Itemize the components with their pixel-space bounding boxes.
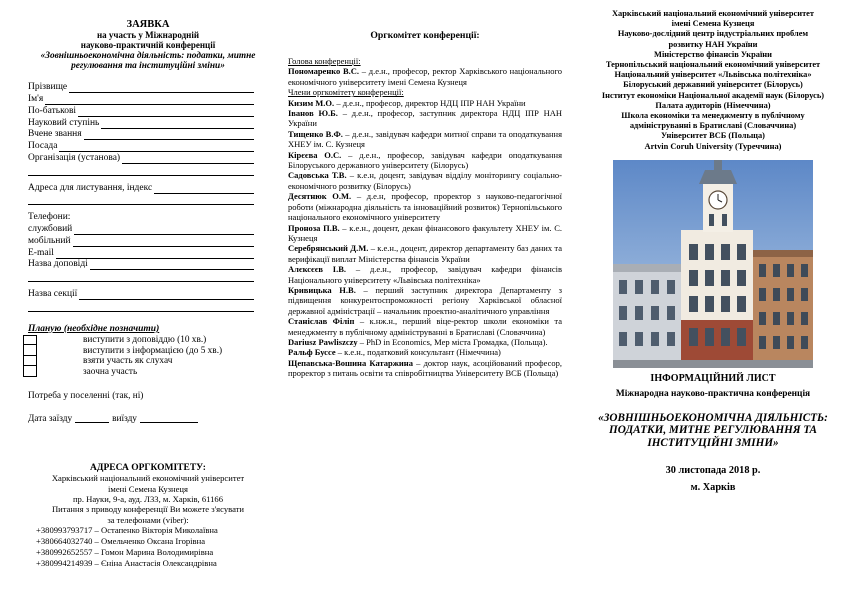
member-name: Серебрянський Д.М.: [288, 243, 369, 254]
organizer-line: Тернопільський національний економічний університет: [605, 60, 821, 70]
university-building-photo: [613, 160, 813, 368]
conference-date: 30 листопада 2018 р.: [665, 464, 761, 476]
member-desc: – к.е.н, доцент, завідувач відділу моніторингу соціально-економічного розвитку (Білорусь): [288, 170, 562, 191]
conference-city: м. Харків: [690, 481, 736, 493]
member-name: Dariusz Pawliszczy: [288, 336, 358, 347]
plan-option: [20, 366, 276, 377]
form-field-line[interactable]: [101, 120, 254, 129]
application-title: ЗАЯВКА: [126, 19, 170, 30]
form-field-label: Вчене звання: [28, 129, 82, 140]
form-field-line[interactable]: [79, 291, 254, 300]
member-desc: – доктор наук, асоційований професор, проректор з питань освіти та співробітництва Університету ВСБ (Польща): [288, 357, 562, 379]
committee-member: [288, 347, 562, 357]
form-field-label: Науковий ступінь: [28, 117, 100, 128]
phone-contact: +380664032740 – Омельченко Оксана Ігорівна: [36, 536, 206, 547]
member-desc: – д.е.н., професор, ректор Харківського національного економічного університету імені Семена Кузнеця: [288, 66, 562, 87]
organizer-line: імені Семена Кузнеця: [671, 19, 755, 29]
form-field-row: [20, 247, 276, 259]
application-conference-name-1: «Зовнішньоекономічна діяльність: податки, митне: [40, 50, 256, 61]
organizer-line: Університет ВСБ (Польща): [661, 131, 765, 141]
form-field-row: [20, 259, 276, 271]
member-name: Проноза П.В.: [288, 222, 340, 233]
member-name: Алєксєєв І.В.: [288, 264, 347, 275]
form-field-row: [20, 223, 276, 235]
organizer-line: Інститут економіки Національної академії наук (Білорусь): [601, 90, 825, 100]
committee-members: [288, 98, 562, 379]
form-field-line[interactable]: [28, 167, 254, 176]
form-field-line[interactable]: [28, 303, 254, 312]
address-line: пр. Науки, 9-а, ауд. Л33, м. Харків, 61166: [72, 494, 224, 505]
application-form-panel: [20, 0, 276, 601]
committee-member: [288, 358, 562, 379]
form-field-label: Телефони:: [28, 212, 71, 223]
organizer-line: Білоруський державний університет (Білорусь): [623, 80, 803, 90]
address-line: Харківський національний економічний університет: [51, 473, 245, 484]
plan-option-label: взяти участь як слухач: [83, 356, 173, 366]
form-field-row: [20, 235, 276, 247]
organizer-line: Палата аудиторів (Німеччина): [655, 100, 771, 110]
arrival-line[interactable]: [75, 414, 109, 423]
committee-member: [288, 108, 562, 129]
plan-checkbox[interactable]: [23, 335, 37, 346]
committee-member: [288, 243, 562, 264]
member-name: Кривицька Н.В.: [288, 284, 356, 295]
form-field-line[interactable]: [59, 143, 254, 152]
form-field-line[interactable]: [45, 96, 254, 105]
committee-member: [288, 337, 562, 347]
application-subtitle-1: на участь у Міжнародній: [96, 30, 200, 40]
accommodation-label: Потреба у поселенні (так, ні): [28, 390, 144, 401]
organizer-line: Міністерство фінансів України: [654, 49, 772, 59]
address-line: імені Семена Кузнеця: [108, 483, 188, 494]
committee-title: Оргкомітет конференції:: [370, 30, 480, 41]
committee-panel: [288, 0, 562, 601]
phone-list: [20, 525, 276, 569]
plan-option: [20, 345, 276, 356]
member-desc: – д.е.н, професор, проректор з науково-педагогічної роботи (міжнародна діяльність та інноваційний розвиток) Тернопільського національного економічного університету: [288, 191, 562, 223]
address-title: АДРЕСА ОРГКОМІТЕТУ:: [90, 462, 206, 473]
organizer-line: адмініструванні в Братиславі (Словаччина): [629, 121, 797, 131]
form-field-row: [20, 182, 276, 194]
form-field-line[interactable]: [84, 131, 254, 140]
member-desc: – д.е.н., професор, директор НДЦ ІПР НАН України: [334, 97, 526, 108]
form-field-row: [20, 194, 276, 206]
form-field-line[interactable]: [28, 273, 254, 282]
application-conference-name-2: регулювання та інституційні зміни»: [71, 61, 225, 72]
cover-panel: [578, 0, 848, 601]
info-letter-subtitle: Міжнародна науково-практична конференція: [615, 388, 811, 399]
member-name: Кірєєва О.С.: [288, 149, 342, 160]
form-field-label: Посада: [28, 141, 58, 152]
form-field-label: Назва секції: [28, 288, 78, 299]
form-field-row: [20, 105, 276, 117]
form-field-label: службовий: [28, 223, 73, 234]
form-field-row: [20, 211, 276, 223]
committee-body: [288, 56, 562, 379]
form-field-line[interactable]: [69, 84, 254, 93]
organizer-line: Школа економіки та менеджменту в публічному: [621, 111, 805, 121]
form-field-line[interactable]: [56, 250, 254, 259]
application-fields: [20, 81, 276, 311]
organizers-list: [578, 0, 848, 152]
form-field-row: [20, 288, 276, 300]
committee-member: [288, 98, 562, 108]
member-desc: – д.е.н., професор, заступник директора НДЦ ІПР НАН України: [288, 108, 562, 129]
committee-member: [288, 170, 562, 191]
committee-member: [288, 285, 562, 316]
plan-checkbox[interactable]: [23, 356, 37, 367]
form-field-row: [20, 300, 276, 312]
committee-members-label: Члени оргкомітету конференції:: [288, 87, 404, 98]
committee-member: [288, 223, 562, 244]
plan-checkbox[interactable]: [23, 345, 37, 356]
form-field-line[interactable]: [78, 108, 254, 117]
plan-option-label: заочна участь: [83, 366, 138, 377]
form-field-line[interactable]: [74, 226, 254, 235]
organizer-line: Національний університет «Львівська політехніка»: [614, 70, 812, 80]
form-field-line[interactable]: [73, 238, 254, 247]
form-field-line[interactable]: [122, 155, 254, 164]
member-desc: – перший заступник директора Департаменту з підвищення конкурентоспроможності регіону Харківської обласної державної адміністрації – начальник проектно-аналітичного управління: [288, 284, 562, 316]
plan-option-label: виступити з інформацією (до 5 хв.): [83, 345, 223, 356]
committee-member: [288, 150, 562, 171]
form-field-label: Ім'я: [28, 94, 44, 104]
committee-member: [288, 191, 562, 222]
member-name: Іванов Ю.Б.: [288, 108, 338, 119]
form-field-row: [20, 152, 276, 164]
info-letter-title: ІНФОРМАЦІЙНИЙ ЛИСТ: [650, 372, 776, 384]
committee-head: [288, 66, 562, 87]
member-desc: – к.е.н., доцент, директор департаменту баз даних та верифікації виплат Міністерства фінансів України: [288, 243, 562, 264]
arrival-label: Дата заїзду: [28, 413, 73, 424]
form-field-label: Адреса для листування, індекс: [28, 182, 153, 193]
plan-option: [20, 335, 276, 346]
phone-contact: +380992652557 – Гомон Марина Володимирівна: [36, 547, 214, 558]
dates-row: [20, 414, 276, 425]
form-field-row: [20, 129, 276, 141]
plan-title: Планую (необхідне позначити): [28, 323, 160, 334]
form-field-row: [20, 164, 276, 176]
form-field-line[interactable]: [90, 261, 254, 270]
member-desc: – PhD in Economics, Мер міста Громадка, (Польща).: [357, 336, 548, 347]
address-line: за телефонами (viber):: [107, 514, 189, 525]
plan-option: [20, 356, 276, 367]
form-field-label: По-батькові: [28, 105, 77, 116]
form-field-row: [20, 93, 276, 105]
address-lines: [20, 473, 276, 525]
organizer-line: розвитку НАН України: [668, 39, 758, 49]
form-field-line[interactable]: [28, 196, 254, 205]
form-field-label: мобільний: [28, 235, 71, 246]
phone-contact: +380994214939 – Єніна Анастасія Олександрівна: [36, 558, 217, 568]
address-line: Питання з приводу конференції Ви можете з'ясувати: [51, 504, 245, 515]
form-field-label: Назва доповіді: [28, 259, 88, 270]
form-field-label: E-mail: [28, 247, 54, 258]
plan-options: [20, 335, 276, 377]
form-field-line[interactable]: [154, 185, 254, 194]
departure-label: виїзду: [112, 413, 137, 424]
organizer-line: Науково-дослідний центр індустріальних проблем: [617, 29, 809, 39]
organizer-line: Харківський національний економічний університет: [611, 9, 815, 18]
member-name: Кизим М.О.: [288, 97, 335, 108]
conference-title: «ЗОВНІШНЬОЕКОНОМІЧНА ДІЯЛЬНІСТЬ: ПОДАТКИ, МИТНЕ РЕГУЛЮВАННЯ ТА ІНСТИТУЦІЙНІ ЗМІНИ»: [598, 411, 828, 450]
member-desc: – д.е.н., професор, завідувач кафедри оподаткування Білоруського державного університету (Білорусь): [288, 149, 562, 171]
plan-checkbox[interactable]: [23, 366, 37, 377]
form-field-label: Організація (установа): [28, 152, 121, 163]
member-desc: – к.е.н., доцент, декан фінансового факультету ХНЕУ ім. С. Кузнеця: [288, 222, 562, 243]
departure-line[interactable]: [140, 414, 198, 423]
form-field-row: [20, 81, 276, 93]
member-name: Тищенко В.Ф.: [288, 128, 343, 139]
committee-member: [288, 264, 562, 285]
member-desc: – д.е.н., професор, завідувач кафедри фінансів Національного університету «Львівська політехніка»: [288, 264, 562, 285]
organizer-line: Artvin Coruh University (Туреччина): [644, 141, 782, 151]
form-field-row: [20, 117, 276, 129]
form-field-row: [20, 140, 276, 152]
committee-member: [288, 316, 562, 337]
member-name: Пономаренко В.С.: [288, 66, 360, 77]
member-name: Ральф Буссе: [288, 347, 336, 358]
plan-option-label: виступити з доповіддю (10 хв.): [83, 335, 207, 345]
member-desc: – к.е.н., податковий консультант (Німеччина): [335, 347, 501, 358]
member-desc: – д.е.н., завідувач кафедри митної справи та оподаткування ХНЕУ ім. С. Кузнеця: [288, 128, 562, 150]
member-name: Садовська Т.В.: [288, 170, 347, 181]
phone-contact: +380993793717 – Остапенко Вікторія Миколаївна: [36, 525, 218, 536]
member-desc: – к.нж.н., перший віце-ректор школи економіки та менеджменту в публічному адмініструванні в Братиславі (Словаччина): [288, 316, 562, 337]
member-name: Щепавська-Вошина Катаржина: [288, 357, 413, 368]
member-name: Десятнюк О.М.: [288, 191, 352, 202]
application-subtitle-2: науково-практичній конференції: [80, 40, 216, 51]
form-field-row: [20, 270, 276, 282]
committee-member: [288, 129, 562, 150]
committee-head-label: Голова конференції:: [288, 56, 361, 66]
member-name: Станіслав Філіп: [288, 316, 355, 327]
form-field-label: Прізвище: [28, 82, 68, 93]
